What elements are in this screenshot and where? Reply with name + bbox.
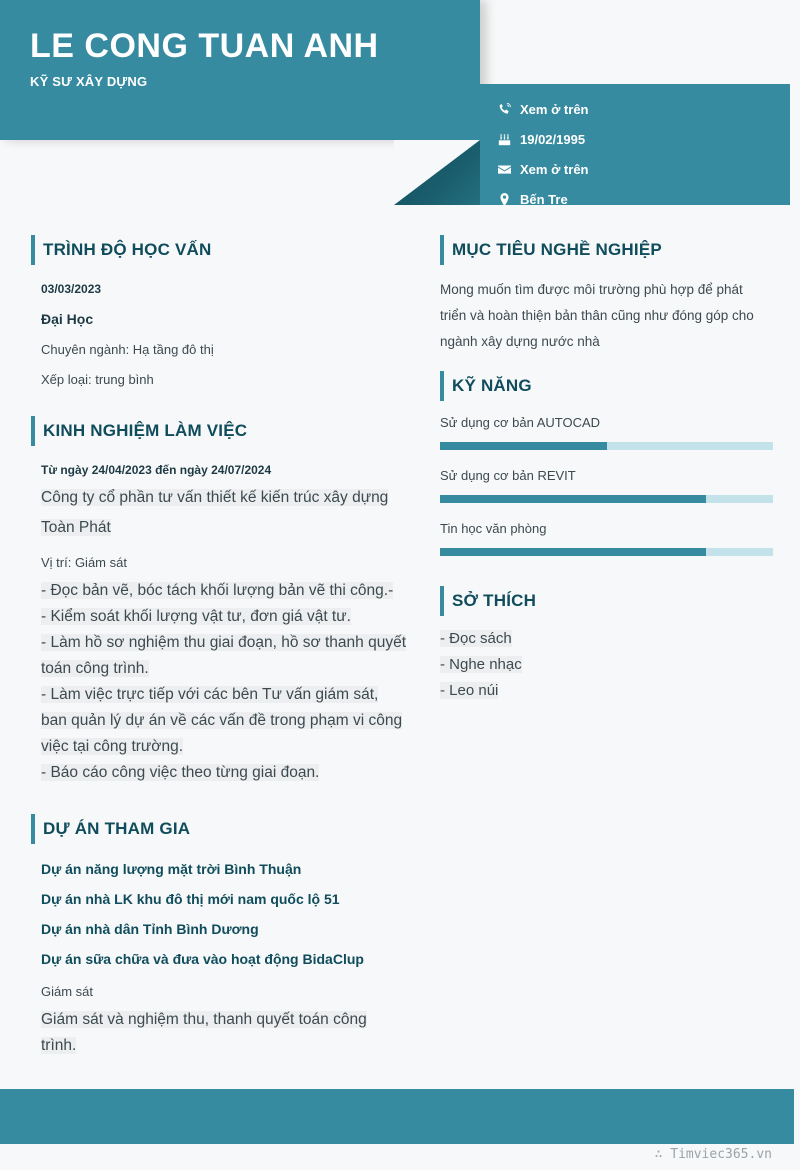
education-rank: Xếp loại: trung bình: [41, 372, 154, 387]
objective-text: [440, 277, 780, 355]
experience-duties: [41, 578, 416, 786]
contact-email-value: Xem ở trên: [520, 161, 589, 177]
duty-line: - Làm hồ sơ nghiệm thu giai đoạn, hồ sơ thanh quyết: [41, 634, 406, 651]
duty-line: - Đọc bản vẽ, bóc tách khối lượng bản vẽ thi công.-: [41, 582, 394, 599]
education-school: Đại Học: [41, 311, 94, 327]
duty-line: - Báo cáo công việc theo từng giai đoạn.: [41, 764, 320, 781]
objective-line: Mong muốn tìm được môi trường phù hợp để phát: [440, 282, 743, 297]
skill-name: Sử dụng cơ bản AUTOCAD: [440, 415, 601, 430]
skills-heading: KỸ NĂNG: [440, 371, 780, 401]
candidate-title: KỸ SƯ XÂY DỰNG: [30, 74, 148, 89]
skill-bar: [440, 495, 773, 503]
contact-panel: [480, 84, 790, 205]
skill-bar-fill: [440, 495, 706, 503]
objective-line: ngành xây dựng nước nhà: [440, 334, 600, 349]
education-major: Chuyên ngành: Hạ tầng đô thị: [41, 342, 214, 357]
birthday-cake-icon: [498, 133, 520, 146]
skill-item: [440, 415, 780, 450]
education-item: [31, 282, 416, 387]
skill-bar-fill: [440, 548, 706, 556]
project-item: Dự án nhà LK khu đô thị mới nam quốc lộ 51: [41, 891, 340, 907]
project-item: Dự án sữa chữa và đưa vào hoạt động BidaClup: [41, 951, 364, 967]
header-fold-corner: [394, 140, 480, 205]
hobbies-heading: SỞ THÍCH: [440, 586, 780, 616]
skill-item: [440, 521, 780, 556]
contact-phone-value: Xem ở trên: [520, 101, 589, 117]
duty-line: - Kiểm soát khối lượng vật tư, đơn giá vật tư.: [41, 608, 351, 625]
hobby-item: - Nghe nhạc: [440, 656, 522, 673]
experience-company-line2: Toàn Phát: [41, 519, 111, 536]
project-role: Giám sát: [41, 984, 94, 999]
duty-line: ban quản lý dự án về các vấn đề trong phạm vi công: [41, 712, 403, 729]
skills-list: [440, 415, 780, 556]
project-desc-line2: trình.: [41, 1037, 77, 1054]
objective-heading: MỤC TIÊU NGHỀ NGHIỆP: [440, 235, 780, 265]
experience-heading: KINH NGHIỆM LÀM VIỆC: [31, 416, 416, 446]
contact-birthday-value: 19/02/1995: [520, 131, 586, 147]
experience-position: Vị trí: Giám sát: [41, 555, 127, 570]
skill-bar: [440, 442, 773, 450]
duty-line: toán công trình.: [41, 660, 149, 677]
header-banner: [0, 0, 480, 140]
experience-company-line1: Công ty cổ phần tư vấn thiết kế kiến trúc xây dựng: [41, 489, 389, 506]
contact-address: [498, 184, 790, 214]
hobby-item: - Đọc sách: [440, 630, 512, 647]
hobbies-list: [440, 626, 780, 704]
projects-heading: DỰ ÁN THAM GIA: [31, 814, 416, 844]
education-date: 03/03/2023: [41, 282, 102, 296]
project-item: Dự án năng lượng mặt trời Bình Thuận: [41, 861, 302, 877]
experience-period: Từ ngày 24/04/2023 đến ngày 24/07/2024: [41, 463, 272, 477]
skill-name: Tin học văn phòng: [440, 521, 547, 536]
candidate-name: LE CONG TUAN ANH: [30, 27, 379, 65]
experience-company: [41, 483, 416, 543]
project-desc-line1: Giám sát và nghiệm thu, thanh quyết toán công: [41, 1011, 367, 1028]
contact-email: [498, 154, 790, 184]
left-column: [31, 235, 416, 1059]
skill-bar-fill: [440, 442, 607, 450]
duty-line: - Làm việc trực tiếp với các bên Tư vấn giám sát,: [41, 686, 379, 703]
contact-phone: [498, 94, 790, 124]
projects-list: [31, 854, 416, 1059]
skill-item: [440, 468, 780, 503]
phone-icon: [498, 103, 520, 116]
contact-birthday: [498, 124, 790, 154]
skill-name: Sử dụng cơ bản REVIT: [440, 468, 576, 483]
map-pin-icon: [498, 193, 520, 206]
experience-item: [31, 463, 416, 786]
watermark: ∴ Timviec365.vn: [654, 1147, 772, 1162]
envelope-icon: [498, 163, 520, 176]
footer-band: [0, 1089, 794, 1144]
project-description: [41, 1007, 416, 1059]
objective-line: triển và hoàn thiện bản thân cũng như đóng góp cho: [440, 308, 754, 323]
education-heading: TRÌNH ĐỘ HỌC VẤN: [31, 235, 416, 265]
contact-address-value: Bến Tre: [520, 191, 568, 207]
hobby-item: - Leo núi: [440, 682, 499, 699]
right-column: [440, 235, 780, 704]
skill-bar: [440, 548, 773, 556]
duty-line: việc tại công trường.: [41, 738, 184, 755]
project-item: Dự án nhà dân Tỉnh Bình Dương: [41, 921, 259, 937]
